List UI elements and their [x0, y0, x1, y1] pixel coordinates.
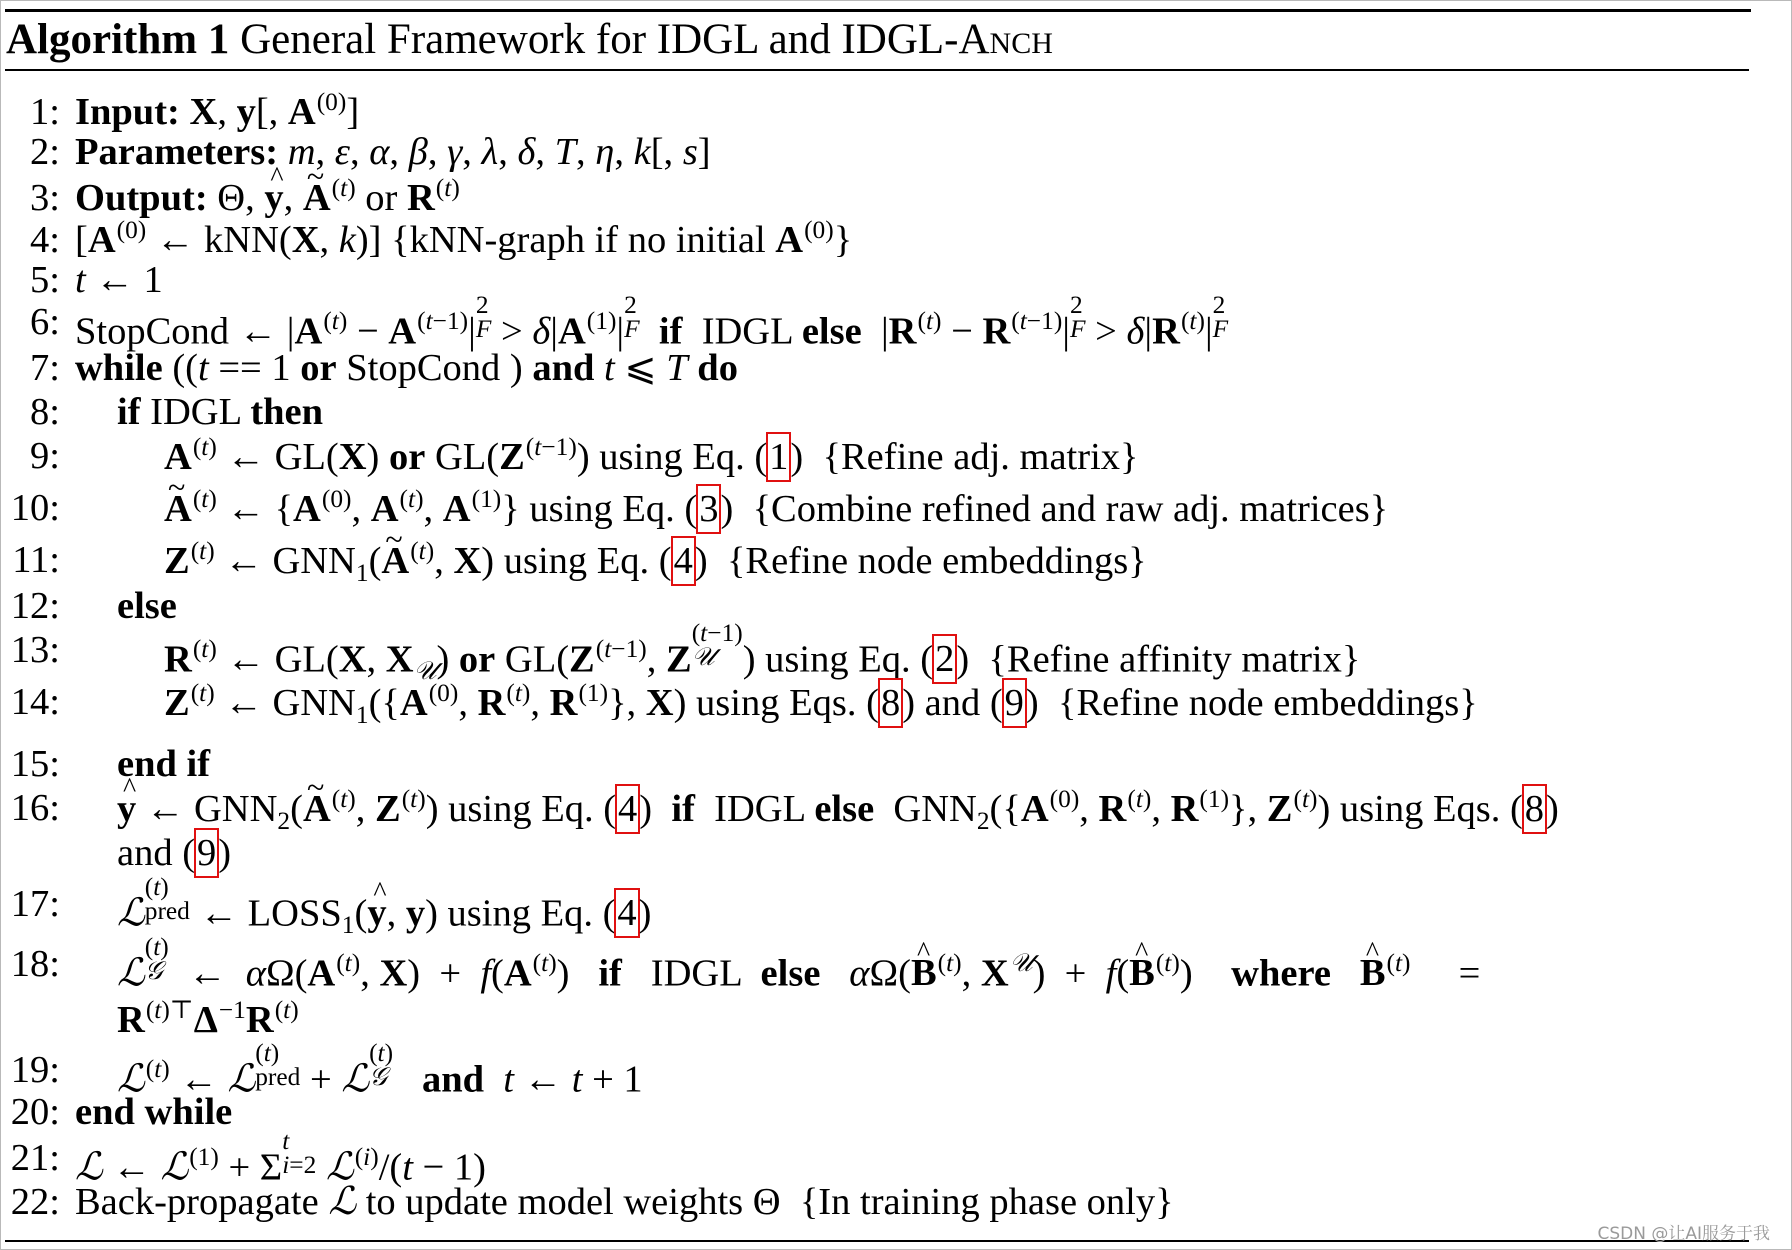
line-17-content: ℒ (t) pred ← $LOSS_1(\^{}$ y, y) using Eq. (4)	[117, 880, 652, 938]
algo-line-10	[0, 484, 1792, 532]
line-number: 13:	[10, 629, 60, 671]
line-number: 19:	[10, 1049, 60, 1091]
line-comment: {Refine adj. matrix}	[822, 436, 1139, 478]
line-number: 17:	[10, 883, 60, 925]
line-number: 21:	[10, 1137, 60, 1179]
line-11-content: $Z^{(t)}$ ← $GNN_1(\sim$ $A^{(t)}$, X) using Eq. (4) {Refine node embeddings}	[164, 536, 1147, 586]
algo-line-16-cont	[0, 828, 1792, 876]
line-number: 20:	[10, 1091, 60, 1133]
line-number: 11:	[12, 539, 60, 581]
line-18-continuation: $R^{(t)⊤}\Delta^{-1}R^{(t)}$	[117, 996, 299, 1041]
line-5-content: t ← 1	[75, 259, 163, 301]
line-6-content: StopCond ← $|A^{(t)} - A^{(t-1)}|$ 2 F > $\delta|A^{(1)}|$ 2 F if IDGL else $|R^{(t)} - R^{(t-1)}|$ 2 F > $\delta|R^{(t)}|$ 2 F	[75, 290, 1229, 353]
line-4-content: [$A^{(0)}$ ← kNN(X, k)] {kNN-graph if no initial $A^{(0)}$}	[75, 216, 853, 261]
line-12-content: else	[117, 585, 177, 627]
algorithm-title-text: General Framework for IDGL and IDGL-	[240, 16, 959, 63]
line-number: 22:	[10, 1181, 60, 1223]
algo-line-21	[0, 1126, 1792, 1189]
top-rule	[5, 9, 1751, 12]
watermark: CSDN @让AI服务于我	[1597, 1224, 1770, 1244]
algo-line-3	[0, 174, 1792, 222]
line-1-content: X, y[, $A^{(0)}$]	[189, 88, 360, 133]
eq-ref-link[interactable]: 2	[932, 634, 957, 684]
line-number: 8:	[30, 391, 60, 433]
line-number: 18:	[10, 943, 60, 985]
line-number: 7:	[30, 347, 60, 389]
bottom-rule	[5, 1240, 1749, 1242]
algorithm-label: Algorithm 1	[6, 16, 230, 63]
line-14-content: $Z^{(t)}$ ← $GNN_1(\{A^{(0)}$, $R^{(t)}$, $R^{(1)}$}, X) using Eqs. (8) and (9) {Refine node embeddings}	[164, 679, 1478, 729]
eq-ref-link[interactable]: 8	[878, 678, 903, 728]
line-16-content: ^ y ← $GNN_2(\sim$ $A^{(t)}$, $Z^{(t)}$) using Eq. (4) if IDGL else $GNN_2(\{A^{(0)}$, $R^{(t)}$, $R^{(1)}$}, $Z^{(t)}$) using Eqs. (8)	[117, 784, 1559, 834]
eq-ref-link[interactable]: 1	[766, 432, 791, 482]
algo-line-15	[0, 740, 1792, 788]
line-comment: {In training phase only}	[799, 1181, 1174, 1223]
eq-ref-link[interactable]: 4	[614, 888, 639, 938]
line-7-content: while ((t == 1 or StopCond ) and t ⩽ T do	[75, 347, 738, 389]
output-keyword: Output:	[75, 177, 208, 219]
line-3-content: Θ, ^ y, ~ $A^{(t)}$ or $R^{(t)}$	[217, 177, 460, 219]
algo-line-8	[0, 388, 1792, 436]
line-comment: {Refine affinity matrix}	[988, 638, 1361, 681]
algo-line-11	[0, 536, 1792, 587]
algo-line-22	[0, 1178, 1792, 1226]
algo-line-12	[0, 582, 1792, 630]
algo-line-18-cont	[0, 996, 1792, 1044]
line-comment: {Refine node embeddings}	[726, 540, 1147, 582]
algo-line-19	[0, 1038, 1792, 1101]
header-rule	[5, 69, 1749, 71]
line-number: 1:	[30, 91, 60, 133]
parameters-keyword: Parameters:	[75, 131, 279, 173]
end-while-keyword: end while	[75, 1091, 233, 1133]
eq-ref-link[interactable]: 9	[194, 828, 219, 878]
line-number: 2:	[30, 131, 60, 173]
eq-ref-link[interactable]: 4	[671, 536, 696, 586]
line-number: 3:	[30, 177, 60, 219]
input-keyword: Input:	[75, 91, 180, 133]
line-number: 14:	[10, 681, 60, 723]
line-19-content: ℒ$^{(t)}$ ← ℒ (t) pred + ℒ (t) 𝒢 and t ← t + 1	[117, 1038, 643, 1101]
line-number: 12:	[10, 585, 60, 627]
algo-line-20	[0, 1088, 1792, 1136]
algo-line-2	[0, 128, 1792, 176]
line-number: 9:	[30, 435, 60, 477]
algo-line-18	[0, 932, 1792, 995]
eq-ref-link[interactable]: 8	[1522, 784, 1547, 834]
line-2-content: m, ε, α, β, γ, λ, δ, T, η, k[, s]	[287, 131, 711, 173]
line-16-continuation: and (9)	[117, 828, 231, 878]
eq-ref-link[interactable]: 4	[615, 784, 640, 834]
algo-line-17	[0, 872, 1792, 940]
algo-line-5	[0, 256, 1792, 304]
algo-line-13	[0, 618, 1792, 686]
line-number: 5:	[30, 259, 60, 301]
line-13-content: $R^{(t)}$ ← GL(X, $X_𝒰$) or $GL(Z^{(t-1)}$, Z (t−1) 𝒰 ) using Eq. (2) {Refine affinity matrix}	[164, 618, 1361, 686]
algorithm-title	[6, 14, 1053, 66]
line-22-content: Back-propagate ℒ to update model weights Θ {In training phase only}	[75, 1181, 1174, 1223]
line-comment: {Refine node embeddings}	[1058, 682, 1478, 724]
algo-line-7	[0, 344, 1792, 392]
line-10-content: ~ $A^{(t)}$ ← {$A^{(0)}$, $A^{(t)}$, $A^{(1)}$} using Eq. (3) {Combine refined and raw adj. matrices}	[164, 484, 1388, 534]
line-number: 15:	[10, 743, 60, 785]
line-number: 16:	[10, 787, 60, 829]
eq-ref-link[interactable]: 3	[696, 484, 721, 534]
eq-ref-link[interactable]: 9	[1002, 678, 1027, 728]
algo-line-14	[0, 678, 1792, 729]
line-comment: {Combine refined and raw adj. matrices}	[752, 488, 1389, 530]
line-9-content: $A^{(t)}$ ← GL(X) or $GL(Z^{(t-1)})$ using Eq. (1) {Refine adj. matrix}	[164, 432, 1139, 482]
line-18-content: ℒ (t) 𝒢 ← $\alpha\Omega(A^{(t)}$, $X) + f(A^{(t)})$ if IDGL else αΩ(^ $B^{(t)}$, $X^𝒰$) + f(^ $B^{(t)}$) where ^ $B^{(t)}$ =	[117, 940, 1480, 997]
line-15-content: end if	[117, 743, 211, 785]
line-8-content: if IDGL then	[117, 391, 324, 433]
line-number: 4:	[30, 219, 60, 261]
line-number: 10:	[10, 487, 60, 529]
algo-line-16	[0, 784, 1792, 835]
line-21-content: ℒ ← ℒ$^{(1)}$ + Σ t i=2 ℒ$^{(i)}$/(t − 1)	[75, 1126, 486, 1189]
algo-line-6	[0, 290, 1792, 353]
line-number: 6:	[30, 301, 60, 343]
algo-line-9	[0, 432, 1792, 480]
algorithm-title-smallcaps: Anch	[958, 16, 1053, 63]
